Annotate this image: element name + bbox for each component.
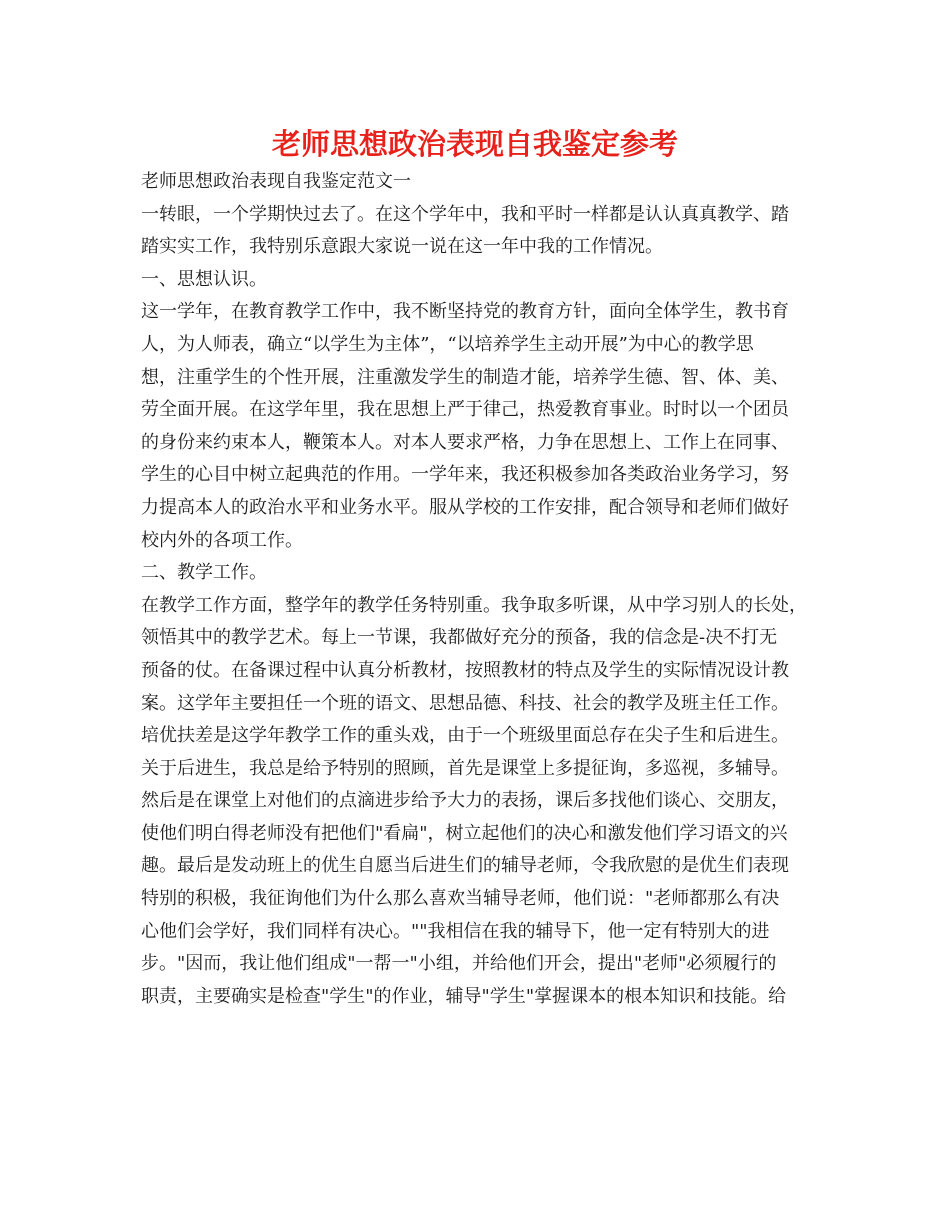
paragraph-line: 人，为人师表，确立“以学生为主体”，“以培养学生主动开展”为中心的教学思: [141, 333, 754, 355]
paragraph-line: 这一学年，在教育教学工作中，我不断坚持党的教育方针，面向全体学生，教书育: [141, 301, 789, 323]
document-title: 老师思想政治表现自我鉴定参考: [271, 127, 678, 161]
paragraph-line: 步。"因而，我让他们组成"一帮一"小组，并给他们开会，提出"老师"必须履行的: [141, 953, 777, 975]
subtitle-line: 老师思想政治表现自我鉴定范文一: [141, 171, 411, 192]
paragraph-line: 然后是在课堂上对他们的点滴进步给予大力的表扬，课后多找他们谈心、交朋友，: [141, 790, 789, 812]
paragraph-line: 想，注重学生的个性开展，注重激发学生的制造才能，培养学生德、智、体、美、: [141, 366, 789, 388]
paragraph-line: 学生的心目中树立起典范的作用。一学年来，我还积极参加各类政治业务学习，努: [141, 464, 789, 486]
paragraph-line: 预备的仗。在备课过程中认真分析教材，按照教材的特点及学生的实际情况设计教: [141, 659, 789, 681]
paragraph-line: 一转眼，一个学期快过去了。在这个学年中，我和平时一样都是认认真真教学、踏: [141, 203, 789, 225]
section-heading: 一、思想认识。: [141, 268, 267, 290]
paragraph-line: 特别的积极，我征询他们为什么那么喜欢当辅导老师，他们说："老师都那么有决: [141, 888, 780, 910]
paragraph-line: 力提高本人的政治水平和业务水平。服从学校的工作安排，配合领导和老师们做好: [141, 496, 789, 518]
document-body: [141, 166, 821, 1013]
paragraph-line: 培优扶差是这学年教学工作的重头戏，由于一个班级里面总存在尖子生和后进生。: [141, 725, 789, 747]
paragraph-line: 职责，主要确实是检查"学生"的作业，辅导"学生"掌握课本的根本知识和技能。给: [141, 985, 787, 1007]
paragraph-line: 劳全面开展。在这学年里，我在思想上严于律己，热爱教育事业。时时以一个团员: [141, 399, 789, 421]
paragraph-line: 心他们会学好，我们同样有决心。""我相信在我的辅导下，他一定有特别大的进: [141, 920, 770, 942]
paragraph-line: 校内外的各项工作。: [141, 529, 303, 551]
paragraph-line: 踏实实工作，我特别乐意跟大家说一说在这一年中我的工作情况。: [141, 236, 663, 258]
paragraph-line: 使他们明白得老师没有把他们"看扁"，树立起他们的决心和激发他们学习语文的兴: [141, 822, 788, 844]
paragraph-line: 趣。最后是发动班上的优生自愿当后进生们的辅导老师，令我欣慰的是优生们表现: [141, 855, 789, 877]
paragraph-line: 的身份来约束本人，鞭策本人。对本人要求严格，力争在思想上、工作上在同事、: [141, 431, 789, 453]
paragraph-line: 领悟其中的教学艺术。每上一节课，我都做好充分的预备，我的信念是-决不打无: [141, 627, 778, 649]
paragraph-line: 在教学工作方面，整学年的教学任务特别重。我争取多听课，从中学习别人的长处，: [141, 594, 807, 616]
paragraph-line: 案。这学年主要担任一个班的语文、思想品德、科技、社会的教学及班主任工作。: [141, 692, 789, 714]
section-heading: 二、教学工作。: [141, 562, 267, 584]
paragraph-line: 关于后进生，我总是给予特别的照顾，首先是课堂上多提征询，多巡视，多辅导。: [141, 757, 789, 779]
